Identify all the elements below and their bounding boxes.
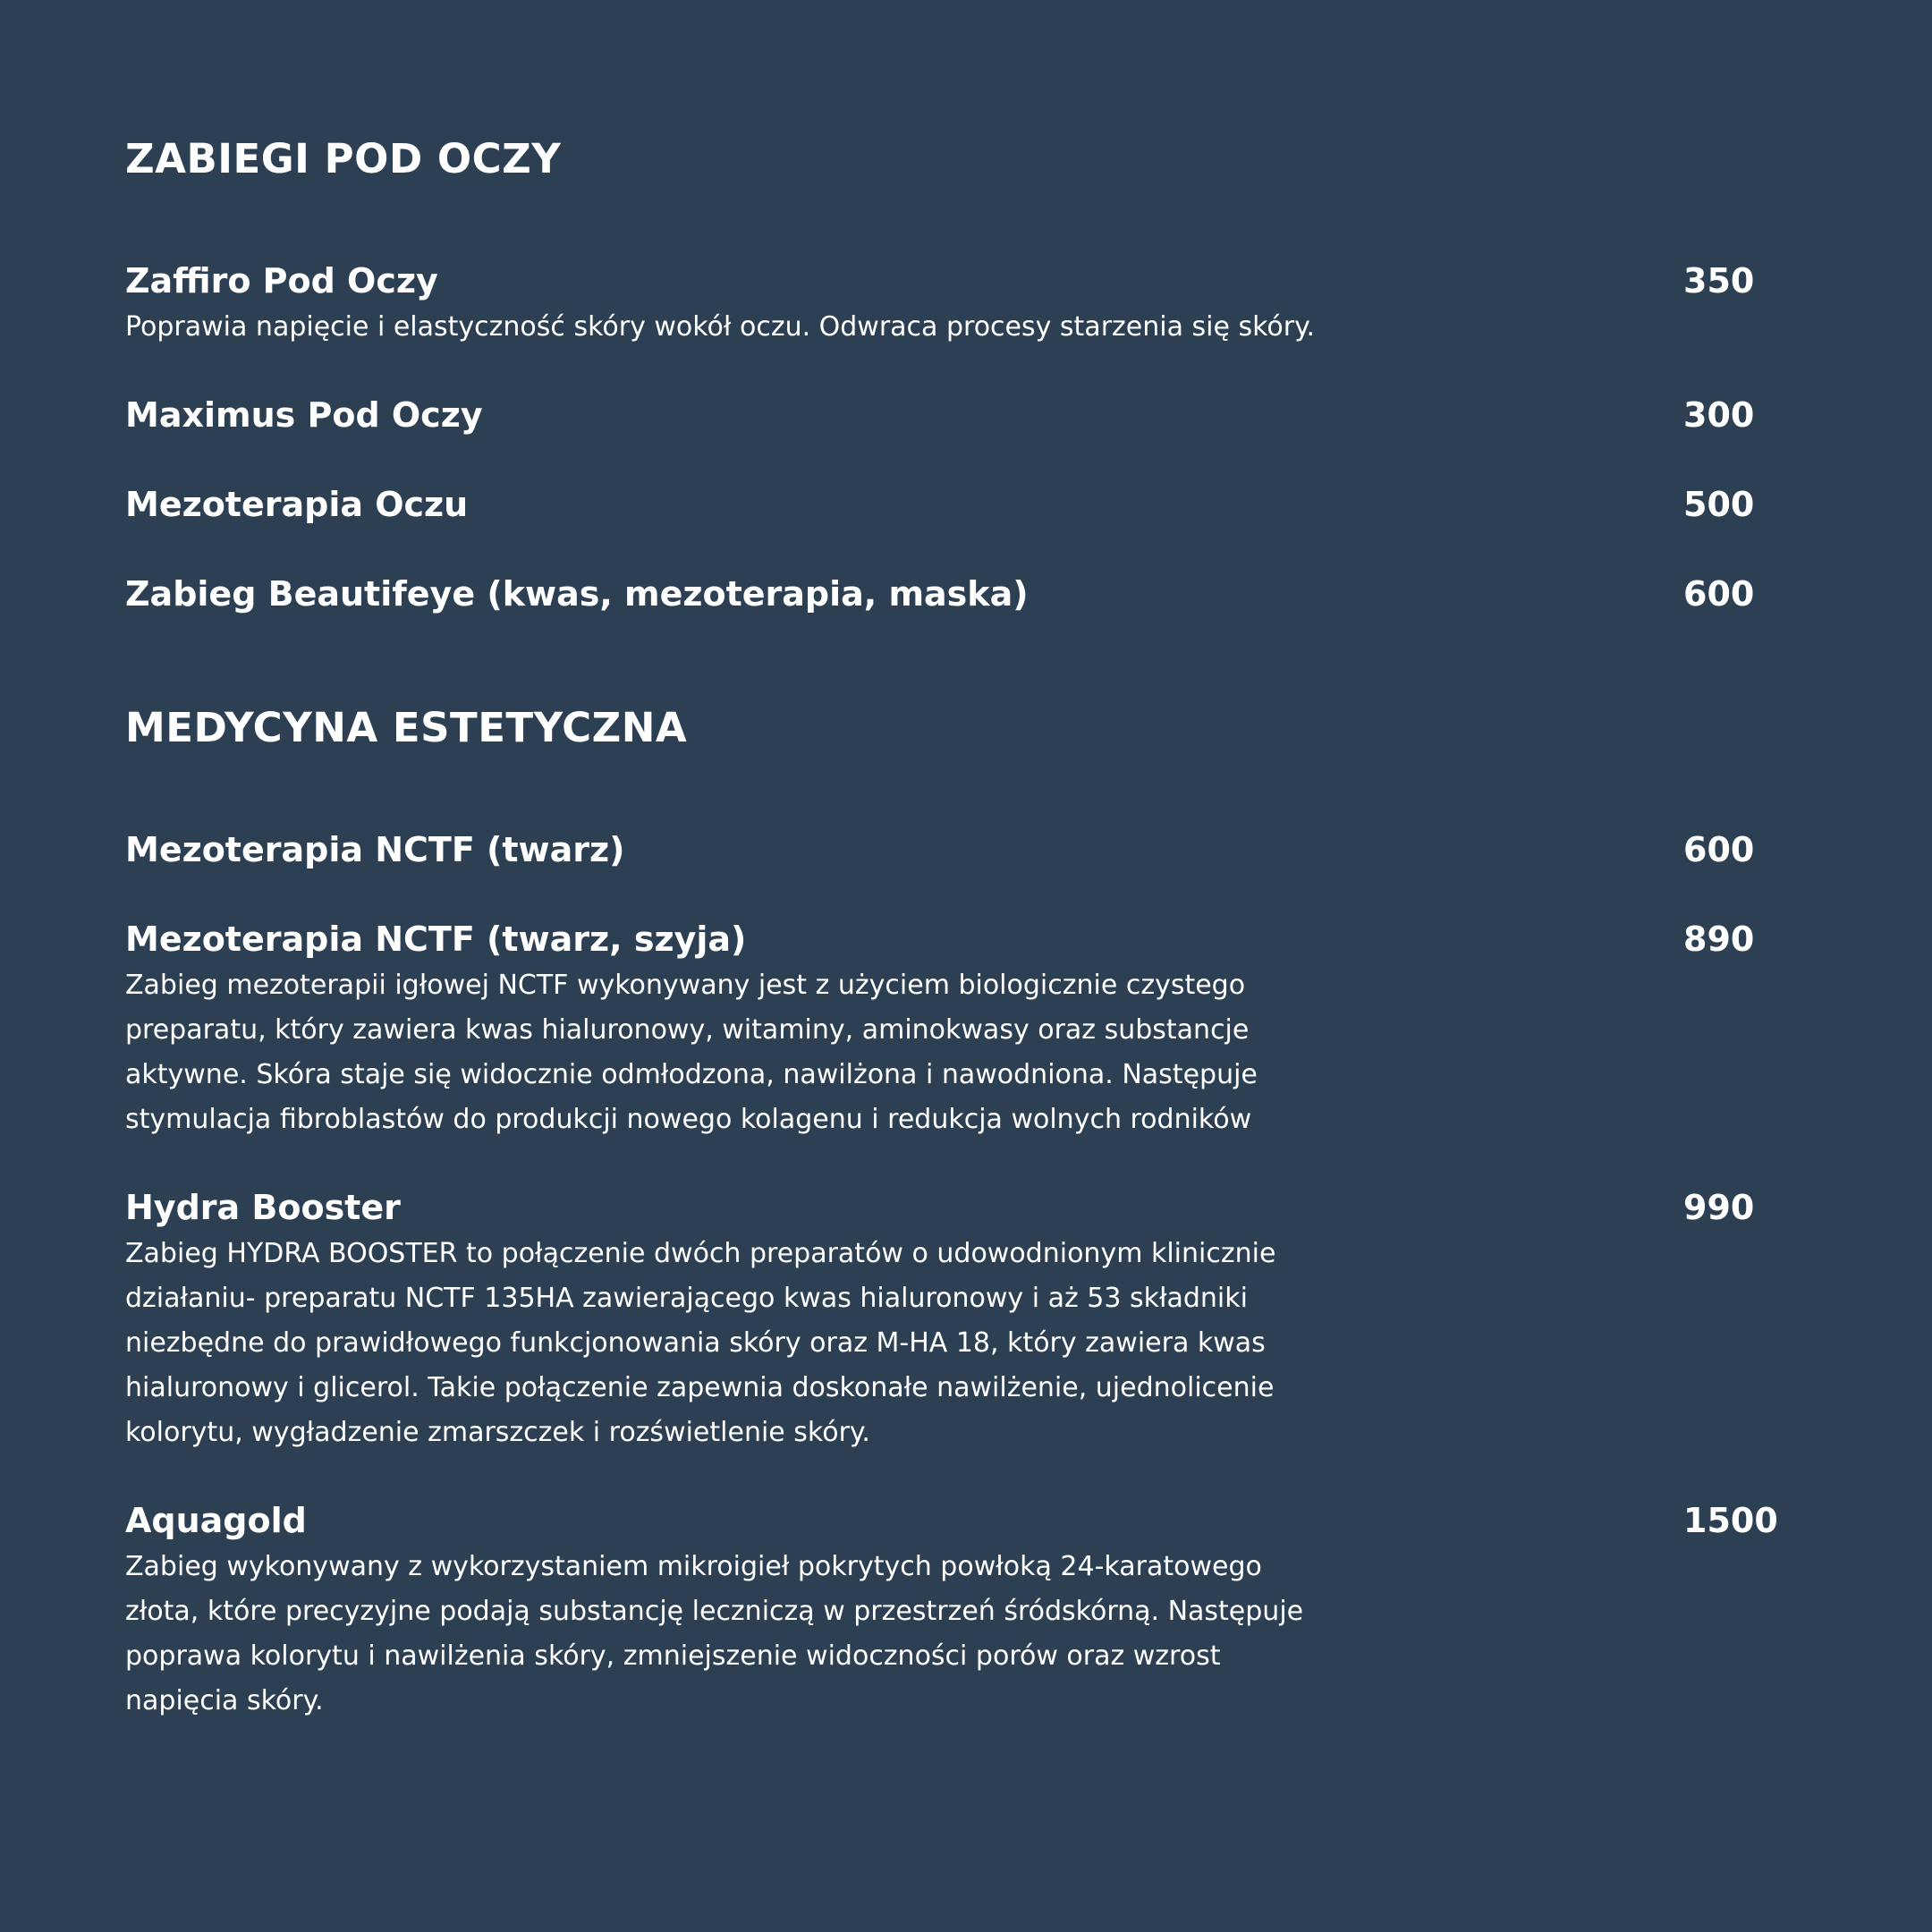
menu-item-aquagold <box>125 1498 1825 1724</box>
item-name: Maximus Pod Oczy <box>125 395 483 435</box>
item-price: 990 <box>1683 1188 1755 1227</box>
section-title-zabiegi-pod-oczy: ZABIEGI POD OCZY <box>125 135 562 182</box>
menu-item-mezoterapia-oczu <box>125 482 1825 527</box>
item-price: 1500 <box>1683 1501 1778 1540</box>
menu-item-hydra-booster <box>125 1185 1825 1455</box>
item-price: 600 <box>1683 830 1755 869</box>
section-title-medycyna-estetyczna: MEDYCYNA ESTETYCZNA <box>125 704 688 751</box>
item-price: 600 <box>1683 574 1755 614</box>
menu-item-mezoterapia-nctf-twarz-szyja <box>125 917 1825 1142</box>
item-description: Zabieg wykonywany z wykorzystaniem mikroigieł pokrytych powłoką 24-karatowego złota, które precyzyjne podają substancję leczniczą w przestrzeń śródskórną. Następuje poprawa kolorytu i nawilżenia skóry, zmniejszenie widoczności porów oraz wzrost napięcia skóry. <box>125 1551 1304 1716</box>
item-description: Zabieg HYDRA BOOSTER to połączenie dwóch preparatów o udowodnionym klinicznie działaniu- preparatu NCTF 135HA zawierającego kwas hialuronowy i aż 53 składniki niezbędne do prawidłowego funkcjonowania skóry oraz M-HA 18, który zawiera kwas hialuronowy i glicerol. Takie połączenie zapewnia doskonałe nawilżenie, ujednolicenie kolorytu, wygładzenie zmarszczek i rozświetlenie skóry. <box>125 1238 1276 1448</box>
price-list <box>125 0 1825 1932</box>
item-price: 300 <box>1683 395 1755 435</box>
item-name: Mezoterapia NCTF (twarz) <box>125 830 625 869</box>
menu-item-maximus-pod-oczy <box>125 393 1825 437</box>
item-price: 500 <box>1683 485 1755 524</box>
item-name: Hydra Booster <box>125 1188 401 1227</box>
item-name: Zaffiro Pod Oczy <box>125 261 438 301</box>
menu-item-mezoterapia-nctf-twarz <box>125 827 1825 872</box>
item-description: Zabieg mezoterapii igłowej NCTF wykonywany jest z użyciem biologicznie czystego preparatu, który zawiera kwas hialuronowy, witaminy, aminokwasy oraz substancje aktywne. Skóra staje się widocznie odmłodzona, nawilżona i nawodniona. Następuje stymulacja fibroblastów do produkcji nowego kolagenu i redukcja wolnych rodników <box>125 970 1258 1135</box>
item-price: 890 <box>1683 919 1755 959</box>
item-price: 350 <box>1683 261 1755 301</box>
item-name: Mezoterapia NCTF (twarz, szyja) <box>125 919 747 959</box>
item-name: Aquagold <box>125 1501 307 1540</box>
item-name: Mezoterapia Oczu <box>125 485 469 524</box>
item-description: Poprawia napięcie i elastyczność skóry wokół oczu. Odwraca procesy starzenia się skóry. <box>125 311 1316 343</box>
menu-item-zaffiro-pod-oczy <box>125 258 1825 350</box>
item-name: Zabieg Beautifeye (kwas, mezoterapia, maska) <box>125 574 1029 614</box>
menu-item-zabieg-beautifeye <box>125 572 1825 616</box>
